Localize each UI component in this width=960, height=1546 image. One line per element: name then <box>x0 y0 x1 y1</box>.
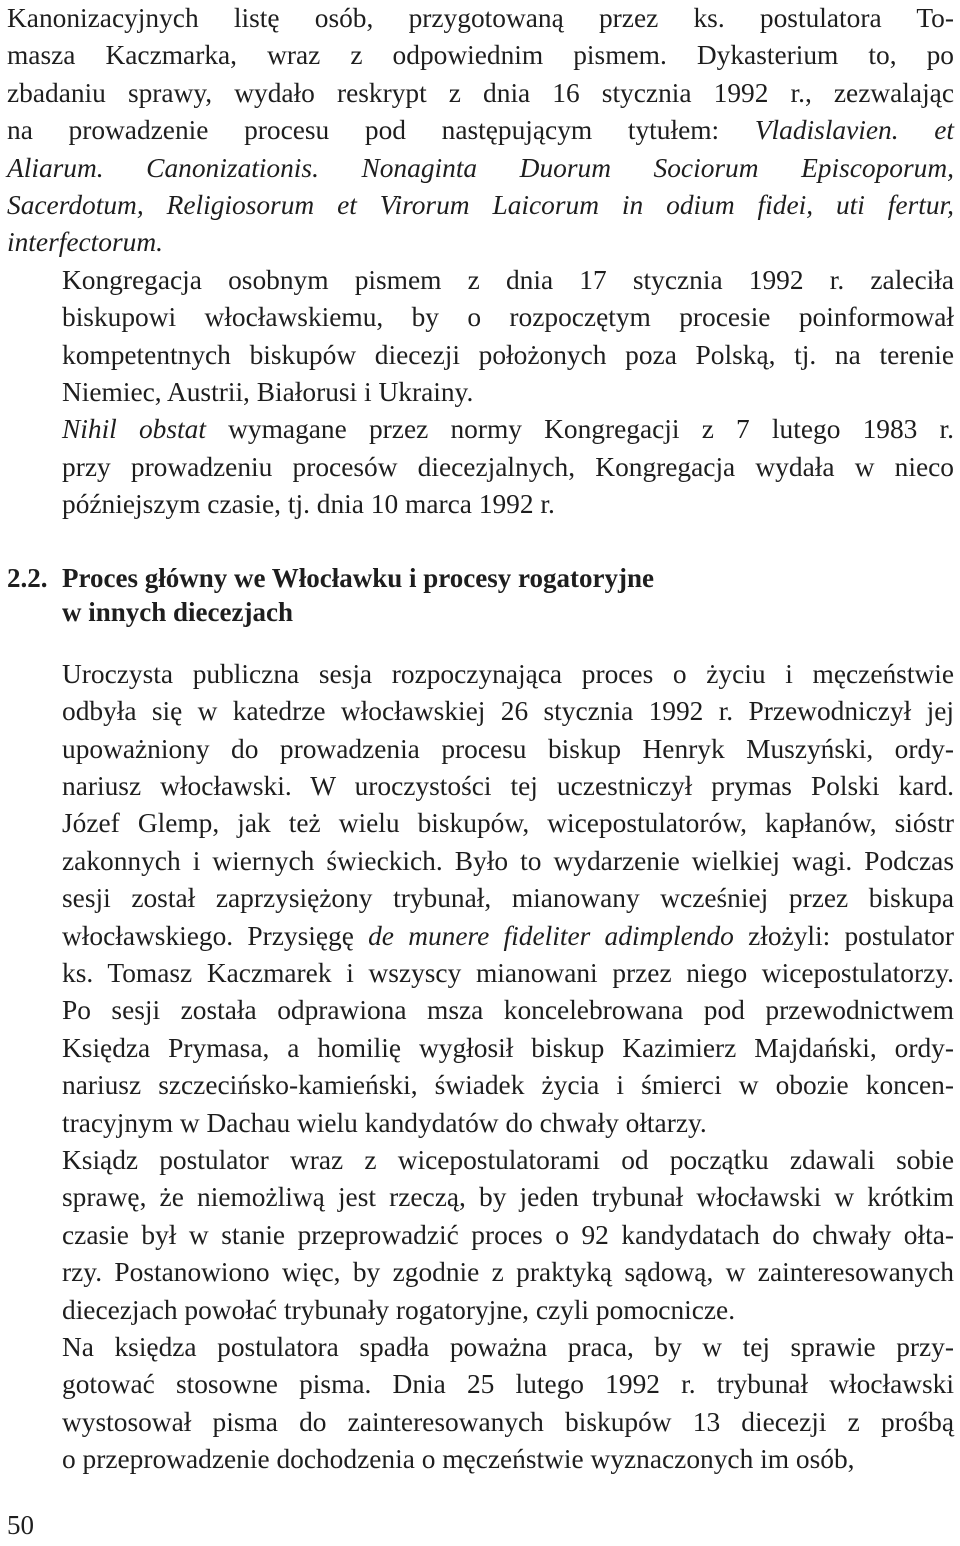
text-run: włocławskiego. Przysięgę <box>62 920 369 951</box>
paragraph-p3 <box>7 411 954 523</box>
paragraph-p6 <box>7 1329 954 1479</box>
text-line <box>7 262 954 299</box>
text-run: masza Kaczmarka, wraz z odpowiednim pismem. Dykasterium to, po <box>7 40 954 71</box>
text-line <box>7 1105 954 1142</box>
text-line <box>7 1179 954 1216</box>
text-run: upoważniony do prowadzenia procesu biskup Henryk Muszyński, ordy- <box>62 733 954 764</box>
text-line <box>7 1067 954 1104</box>
text-line <box>7 805 954 842</box>
text-line <box>7 0 954 37</box>
text-line <box>7 224 954 261</box>
text-line <box>7 299 954 336</box>
text-line <box>7 374 954 411</box>
body-text-bottom <box>7 656 954 1479</box>
text-line <box>7 337 954 374</box>
text-run: Księdza Prymasa, a homilię wygłosił biskup Kazimierz Majdański, ordy- <box>62 1032 954 1063</box>
section-heading <box>7 561 954 629</box>
text-run: tracyjnym w Dachau wielu kandydatów do chwały ołtarzy. <box>62 1107 707 1138</box>
italic-text: interfectorum. <box>7 227 163 258</box>
text-run: złożyli: postulator <box>733 920 955 951</box>
text-run: nariusz szczecińsko-kamieński, świadek życia i śmierci w obozie koncen- <box>62 1070 954 1101</box>
text-line <box>7 768 954 805</box>
text-line <box>7 955 954 992</box>
text-run: ks. Tomasz Kaczmarek i wszyscy mianowani przez niego wicepostulatorzy. <box>62 957 954 988</box>
text-run: późniejszym czasie, tj. dnia 10 marca 1992 r. <box>62 489 555 520</box>
italic-text: Vladislavien. et <box>754 115 954 146</box>
paragraph-p4 <box>7 656 954 1142</box>
text-run: odbyła się w katedrze włocławskiej 26 stycznia 1992 r. Przewodniczył jej <box>62 696 954 727</box>
text-run: Po sesji została odprawiona msza koncelebrowana pod przewodnictwem <box>62 995 954 1026</box>
text-run: na prowadzenie procesu pod następującym tytułem: <box>7 115 755 146</box>
text-line <box>7 992 954 1029</box>
text-run: rzy. Postanowiono więc, by zgodnie z praktyką sądową, w zainteresowanych <box>62 1257 954 1288</box>
text-line <box>7 1254 954 1291</box>
text-line <box>7 112 954 149</box>
section-title-line-1: Proces główny we Włocławku i procesy rogatoryjne <box>62 562 654 593</box>
text-run: Kanonizacyjnych listę osób, przygotowaną przez ks. postulatora To- <box>7 3 954 33</box>
text-line <box>7 1292 954 1329</box>
text-run: wystosował pisma do zainteresowanych biskupów 13 diecezji z prośbą <box>62 1406 954 1437</box>
text-line <box>7 1404 954 1441</box>
text-line <box>7 1030 954 1067</box>
text-line <box>7 656 954 693</box>
italic-text: Nihil obstat <box>62 414 206 445</box>
section-title-line-2: w innych diecezjach <box>62 596 293 627</box>
text-run: sprawę, że niemożliwą jest rzeczą, by jeden trybunał włocławski w krótkim <box>62 1182 954 1213</box>
text-line <box>7 1142 954 1179</box>
text-line <box>7 75 954 112</box>
text-run: kompetentnych biskupów diecezji położonych poza Polską, tj. na terenie <box>62 339 954 370</box>
text-line <box>7 1329 954 1366</box>
text-run: diecezjach powołać trybunały rogatoryjne, czyli pomocnicze. <box>62 1294 736 1325</box>
text-run: Uroczysta publiczna sesja rozpoczynająca proces o życiu i męczeństwie <box>62 658 954 689</box>
text-run: Józef Glemp, jak też wielu biskupów, wicepostulatorów, kapłanów, sióstr <box>62 808 954 839</box>
text-line <box>7 1217 954 1254</box>
text-run: o przeprowadzenie dochodzenia o męczeństwie wyznaczonych im osób, <box>62 1444 855 1475</box>
italic-text: de munere fideliter adimplendo <box>368 920 734 951</box>
text-run: zakonnych i wiernych świeckich. Było to wydarzenie wielkiej wagi. Podczas <box>62 845 954 876</box>
italic-text: Sacerdotum, Religiosorum et Virorum Laicorum in odium fidei, uti fertur, <box>7 190 954 221</box>
paragraph-p1 <box>7 0 954 262</box>
text-line <box>7 918 954 955</box>
text-line <box>7 880 954 917</box>
section-number: 2.2. <box>7 562 48 593</box>
text-run: biskupowi włocławskiemu, by o rozpoczętym procesie poinformował <box>62 302 954 333</box>
text-line <box>7 486 954 523</box>
text-line <box>7 449 954 486</box>
text-run: nariusz włocławski. W uroczystości tej uczestniczył prymas Polski kard. <box>62 770 954 801</box>
text-line <box>7 187 954 224</box>
text-run: wymagane przez normy Kongregacji z 7 lutego 1983 r. <box>205 414 954 445</box>
body-text-top <box>7 0 954 524</box>
text-run: Na księdza postulatora spadła poważna praca, by w tej sprawie przy- <box>62 1332 954 1362</box>
text-line <box>7 731 954 768</box>
text-run: przy prowadzeniu procesów diecezjalnych, Kongregacja wydała w nieco <box>62 451 954 482</box>
text-run: czasie był w stanie przeprowadzić proces o 92 kandydatach do chwały ołta- <box>62 1219 954 1250</box>
text-run: gotować stosowne pisma. Dnia 25 lutego 1992 r. trybunał włocławski <box>62 1369 954 1400</box>
text-line <box>7 37 954 74</box>
text-run: Niemiec, Austrii, Białorusi i Ukrainy. <box>62 377 474 408</box>
text-run: Ksiądz postulator wraz z wicepostulatorami od początku zdawali sobie <box>62 1144 954 1175</box>
text-line <box>7 843 954 880</box>
text-run: sesji został zaprzysiężony trybunał, mianowany wcześniej przez biskupa <box>62 883 954 914</box>
text-line <box>7 1366 954 1403</box>
paragraph-p2 <box>7 262 954 412</box>
text-run: Kongregacja osobnym pismem z dnia 17 stycznia 1992 r. zaleciła <box>62 264 954 295</box>
text-line <box>7 411 954 448</box>
text-line <box>7 1441 954 1478</box>
paragraph-p5 <box>7 1142 954 1329</box>
text-line <box>7 150 954 187</box>
italic-text: Aliarum. Canonizationis. Nonaginta Duorum Sociorum Episcoporum, <box>7 152 954 183</box>
text-line <box>7 693 954 730</box>
page-number: 50 <box>7 1510 34 1540</box>
text-run: zbadaniu sprawy, wydało reskrypt z dnia 16 stycznia 1992 r., zezwalając <box>7 77 954 108</box>
